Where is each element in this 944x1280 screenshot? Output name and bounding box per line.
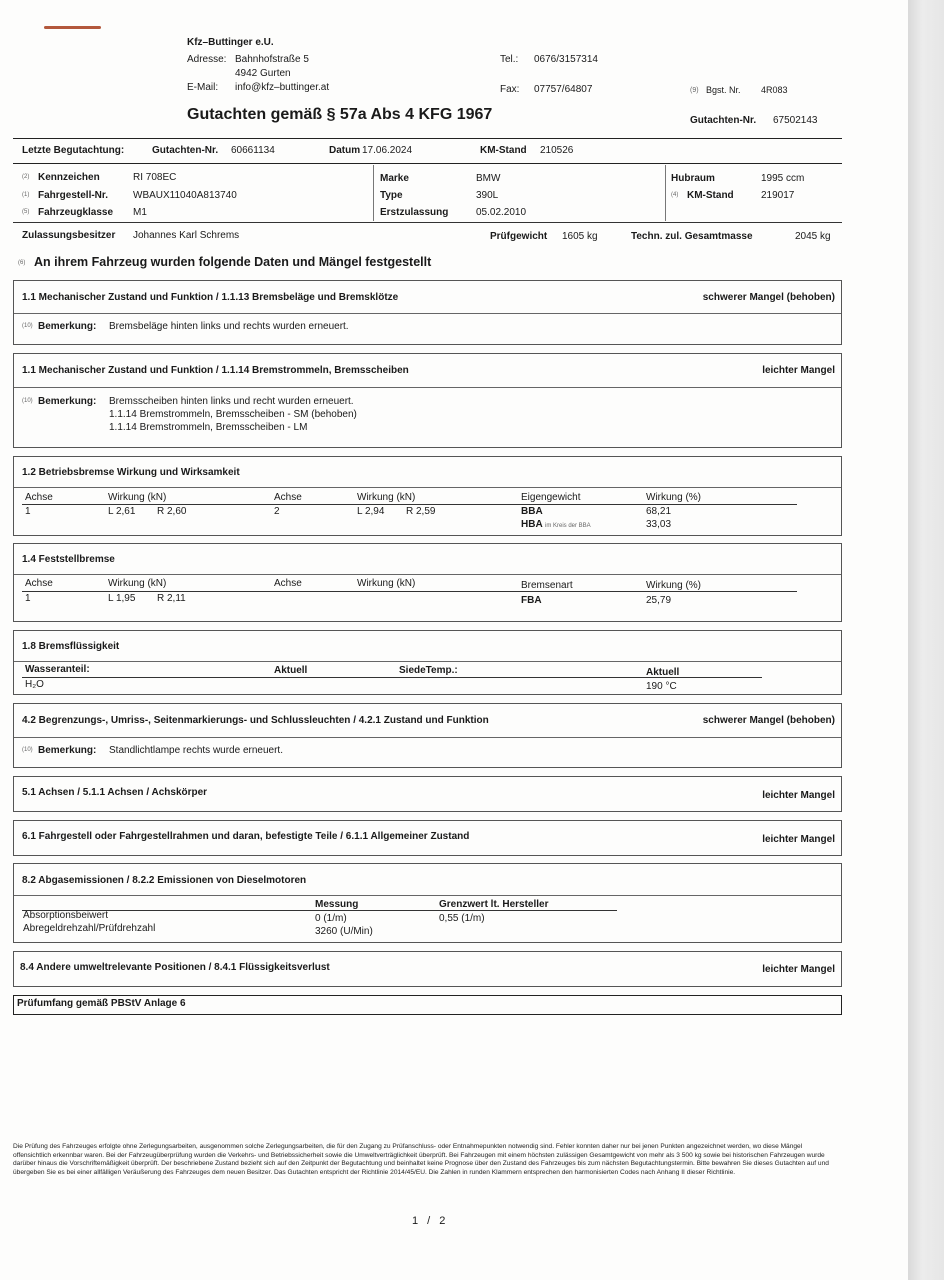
section-title: 4.2 Begrenzungs-, Umriss-, Seitenmarkierungs- und Schlussleuchten / 4.2.1 Zustand und Funktion <box>22 715 489 726</box>
col-header: Wirkung (%) <box>646 492 702 503</box>
document-title: Gutachten gemäß § 57a Abs 4 KFG 1967 <box>187 106 493 123</box>
divider <box>373 165 374 221</box>
marke-label: Marke <box>380 173 409 184</box>
section-title: 8.2 Abgasemissionen / 8.2.2 Emissionen von Dieselmotoren <box>22 875 307 886</box>
section-fahrgestell <box>13 820 842 856</box>
col-header: Grenzwert lt. Hersteller <box>439 899 549 910</box>
section-achsen <box>13 776 842 812</box>
section-bremsbelaege <box>13 280 842 345</box>
klasse-label: Fahrzeugklasse <box>38 207 114 218</box>
fba-label: FBA <box>521 595 542 606</box>
section-abgasemissionen <box>13 863 842 943</box>
axle-value: 1 <box>25 593 31 604</box>
wirkung-right: R 2,60 <box>157 506 187 517</box>
besitzer-label: Zulassungsbesitzer <box>22 230 116 241</box>
tel-value: 0676/3157314 <box>534 54 598 65</box>
type-value: 390L <box>476 190 499 201</box>
address-label: Adresse: <box>187 54 227 65</box>
divider <box>14 661 841 662</box>
hba-label: HBA <box>521 519 543 530</box>
section-bremsscheiben <box>13 353 842 448</box>
bba-value: 68,21 <box>646 506 672 517</box>
wirkung-right: R 2,11 <box>157 593 186 604</box>
fax-label: Fax: <box>500 84 520 95</box>
klasse-value: M1 <box>133 207 147 218</box>
remark-text: Bremsbeläge hinten links und rechts wurden erneuert. <box>109 321 349 332</box>
col-header: Wirkung (kN) <box>357 578 416 589</box>
gutachten-value: 67502143 <box>773 115 818 126</box>
defect-status: schwerer Mangel (behoben) <box>702 715 835 726</box>
email-label: E-Mail: <box>187 82 219 93</box>
aktuell-label: Aktuell <box>646 667 680 678</box>
section-title: 8.4 Andere umweltrelevante Positionen / 8.4.1 Flüssigkeitsverlust <box>20 962 330 973</box>
defect-status: leichter Mangel <box>762 365 835 376</box>
address-line2: 4942 Gurten <box>235 68 291 79</box>
code-km: (4) <box>671 192 679 198</box>
wirkung-left: L 1,95 <box>108 593 136 604</box>
tel-label: Tel.: <box>500 54 519 65</box>
absorption-grenz: 0,55 (1/m) <box>439 913 485 924</box>
remark-text: Bremsscheiben hinten links und recht wurden erneuert. <box>109 396 354 407</box>
last-km-label: KM-Stand <box>480 145 527 156</box>
divider <box>13 138 842 139</box>
footer-disclaimer: Die Prüfung des Fahrzeuges erfolgte ohne Zerlegungsarbeiten, ausgenommen solche Zerlegungsarbeiten, die für den Zugang zu Prüfanschluss- oder Entnahmepunkten notwendig sind. Fehler konnten daher nur bei jenen Punkten angezeichnet werden, wo diese Mängel offensichtlich erkennbar waren. Bei der Fahrzeugüberprüfung wurden die Verkehrs- und Betriebssicherheit sowie die Umweltverträglichkeit überprüft. Bei Fahrzeugen mit einem höchsten zulässigen Gesamtgewicht von mehr als 3 500 kg sowie bei historischen Fahrzeugen wurde darüber hinaus die Vorschriftemäßigkeit überprüft. Der beschriebene Zustand bezieht sich auf den Zeitpunkt der Begutachtung und beinhaltet keine Prognose über den Zustand des Fahrzeuges bis zum nächsten Begutachtungstermin. Bitte bewahren Sie dieses Gutachten auf und übergeben Sie es bei einer allfälligen Veräußerung des Fahrzeuges dem neuen Besitzer. Das Gutachten entspricht der Richtlinie 2014/45/EU. Die Zahlen in runden Klammern entsprechen den harmonisierten Codes nach Anhang II dieser Richtlinie. <box>13 1143 829 1176</box>
section-title: 5.1 Achsen / 5.1.1 Achsen / Achskörper <box>22 787 208 798</box>
divider <box>22 910 617 911</box>
drehzahl-value: 3260 (U/Min) <box>315 926 373 937</box>
bgst-code: (9) <box>690 87 699 94</box>
col-header: Achse <box>25 578 53 589</box>
divider <box>13 163 842 164</box>
gesamtmasse-value: 2045 kg <box>795 231 831 242</box>
marke-value: BMW <box>476 173 501 184</box>
section-title: 1.2 Betriebsbremse Wirkung und Wirksamkeit <box>22 467 240 478</box>
fax-value: 07757/64807 <box>534 84 593 95</box>
bgst-label: Bgst. Nr. <box>706 85 741 95</box>
divider <box>14 487 841 488</box>
company-name: Kfz–Buttinger e.U. <box>187 37 274 48</box>
erstzulassung-value: 05.02.2010 <box>476 207 527 218</box>
section-title: 1.1 Mechanischer Zustand und Funktion / 1.1.14 Bremstrommeln, Bremsscheiben <box>22 365 409 376</box>
section-title: 6.1 Fahrgestell oder Fahrgestellrahmen und daran, befestigte Teile / 6.1.1 Allgemeiner Zustand <box>22 831 470 842</box>
section-bremsfluessigkeit <box>13 630 842 695</box>
fba-value: 25,79 <box>646 595 672 606</box>
wirkung-left: L 2,94 <box>357 506 385 517</box>
code-remark: (10) <box>22 398 33 404</box>
type-label: Type <box>380 190 403 201</box>
divider <box>14 574 841 575</box>
km-label: KM-Stand <box>687 190 734 201</box>
bba-label: BBA <box>521 506 543 517</box>
section-title: Prüfumfang gemäß PBStV Anlage 6 <box>17 998 186 1009</box>
col-header: Messung <box>315 899 359 910</box>
bgst-value: 4R083 <box>761 85 788 95</box>
absorption-value: 0 (1/m) <box>315 913 347 924</box>
last-gutachten-value: 60661134 <box>231 145 275 156</box>
hba-value: 33,03 <box>646 519 672 530</box>
last-datum-value: 17.06.2024 <box>362 145 413 156</box>
remark-text: Standlichtlampe rechts wurde erneuert. <box>109 745 283 756</box>
col-header: Achse <box>274 578 302 589</box>
axle-value: 1 <box>25 506 31 517</box>
km-value: 219017 <box>761 190 795 201</box>
col-header: Achse <box>25 492 53 503</box>
code-klasse: (5) <box>22 209 30 215</box>
wirkung-right: R 2,59 <box>406 506 436 517</box>
col-header: Bremsenart <box>521 580 573 591</box>
last-km-value: 210526 <box>540 145 574 156</box>
email-value: info@kfz–buttinger.at <box>235 82 330 93</box>
remark-label: Bemerkung: <box>38 745 97 756</box>
wasser-label: Wasseranteil: <box>25 664 90 675</box>
col-header: Wirkung (kN) <box>108 492 167 503</box>
kennzeichen-value: RI 708EC <box>133 172 177 183</box>
section-pruefumfang <box>13 995 842 1015</box>
divider <box>13 222 842 223</box>
divider <box>22 591 797 592</box>
gutachten-label: Gutachten-Nr. <box>690 115 757 126</box>
section-feststellbremse <box>13 543 842 622</box>
erstzulassung-label: Erstzulassung <box>380 207 449 218</box>
pruefgewicht-label: Prüfgewicht <box>490 231 548 242</box>
company-logo-mark <box>44 26 101 29</box>
code-remark: (10) <box>22 747 33 753</box>
pruefgewicht-value: 1605 kg <box>562 231 598 242</box>
code-fahrgestell: (1) <box>22 192 30 198</box>
divider <box>665 165 666 221</box>
col-header: Eigengewicht <box>521 492 581 503</box>
section-title: 1.1 Mechanischer Zustand und Funktion / 1.1.13 Bremsbeläge und Bremsklötze <box>22 292 399 303</box>
defect-status: leichter Mangel <box>762 834 835 845</box>
defect-status: schwerer Mangel (behoben) <box>702 292 835 303</box>
temp-value: 190 °C <box>646 681 677 692</box>
hubraum-value: 1995 ccm <box>761 173 805 184</box>
divider <box>14 313 841 314</box>
address-line1: Bahnhofstraße 5 <box>235 54 309 65</box>
h2o-value: H₂O <box>25 679 44 690</box>
divider <box>22 677 762 678</box>
drehzahl-label: Abregeldrehzahl/Prüfdrehzahl <box>23 923 156 934</box>
wirkung-left: L 2,61 <box>108 506 136 517</box>
last-datum-label: Datum <box>329 145 361 156</box>
gesamtmasse-label: Techn. zul. Gesamtmasse <box>631 231 753 242</box>
hba-note: im Kreis der BBA <box>545 523 591 529</box>
col-header: Achse <box>274 492 302 503</box>
section-title: 1.8 Bremsflüssigkeit <box>22 641 120 652</box>
section-title: 1.4 Feststellbremse <box>22 554 115 565</box>
siede-label: SiedeTemp.: <box>399 665 458 676</box>
hubraum-label: Hubraum <box>671 173 715 184</box>
aktuell-label: Aktuell <box>274 665 308 676</box>
defects-heading: An ihrem Fahrzeug wurden folgende Daten und Mängel festgestellt <box>34 255 432 269</box>
page-edge-shadow <box>908 0 944 1280</box>
col-header: Wirkung (%) <box>646 580 702 591</box>
kennzeichen-label: Kennzeichen <box>38 172 100 183</box>
fahrgestell-label: Fahrgestell-Nr. <box>38 190 109 201</box>
besitzer-value: Johannes Karl Schrems <box>133 230 240 241</box>
section-betriebsbremse <box>13 456 842 536</box>
code-defects: (6) <box>18 260 26 266</box>
divider <box>14 895 841 896</box>
defect-status: leichter Mangel <box>762 964 835 975</box>
section-fluessigkeitsverlust <box>13 951 842 987</box>
col-header: Wirkung (kN) <box>357 492 416 503</box>
fahrgestell-value: WBAUX11040A813740 <box>133 190 237 201</box>
code-remark: (10) <box>22 323 33 329</box>
divider <box>22 504 797 505</box>
last-gutachten-label: Gutachten-Nr. <box>152 145 219 156</box>
remark-text: 1.1.14 Bremstrommeln, Bremsscheiben - SM (behoben) <box>109 409 357 420</box>
code-kennzeichen: (2) <box>22 174 30 180</box>
remark-label: Bemerkung: <box>38 321 97 332</box>
section-leuchten <box>13 703 842 768</box>
divider <box>14 737 841 738</box>
last-inspection-label: Letzte Begutachtung: <box>22 145 125 156</box>
remark-text: 1.1.14 Bremstrommeln, Bremsscheiben - LM <box>109 422 308 433</box>
defect-status: leichter Mangel <box>762 790 835 801</box>
divider <box>14 387 841 388</box>
absorption-label: Absorptionsbeiwert <box>23 910 109 921</box>
page-number: 1 / 2 <box>412 1215 446 1227</box>
axle-value: 2 <box>274 506 280 517</box>
remark-label: Bemerkung: <box>38 396 97 407</box>
col-header: Wirkung (kN) <box>108 578 167 589</box>
